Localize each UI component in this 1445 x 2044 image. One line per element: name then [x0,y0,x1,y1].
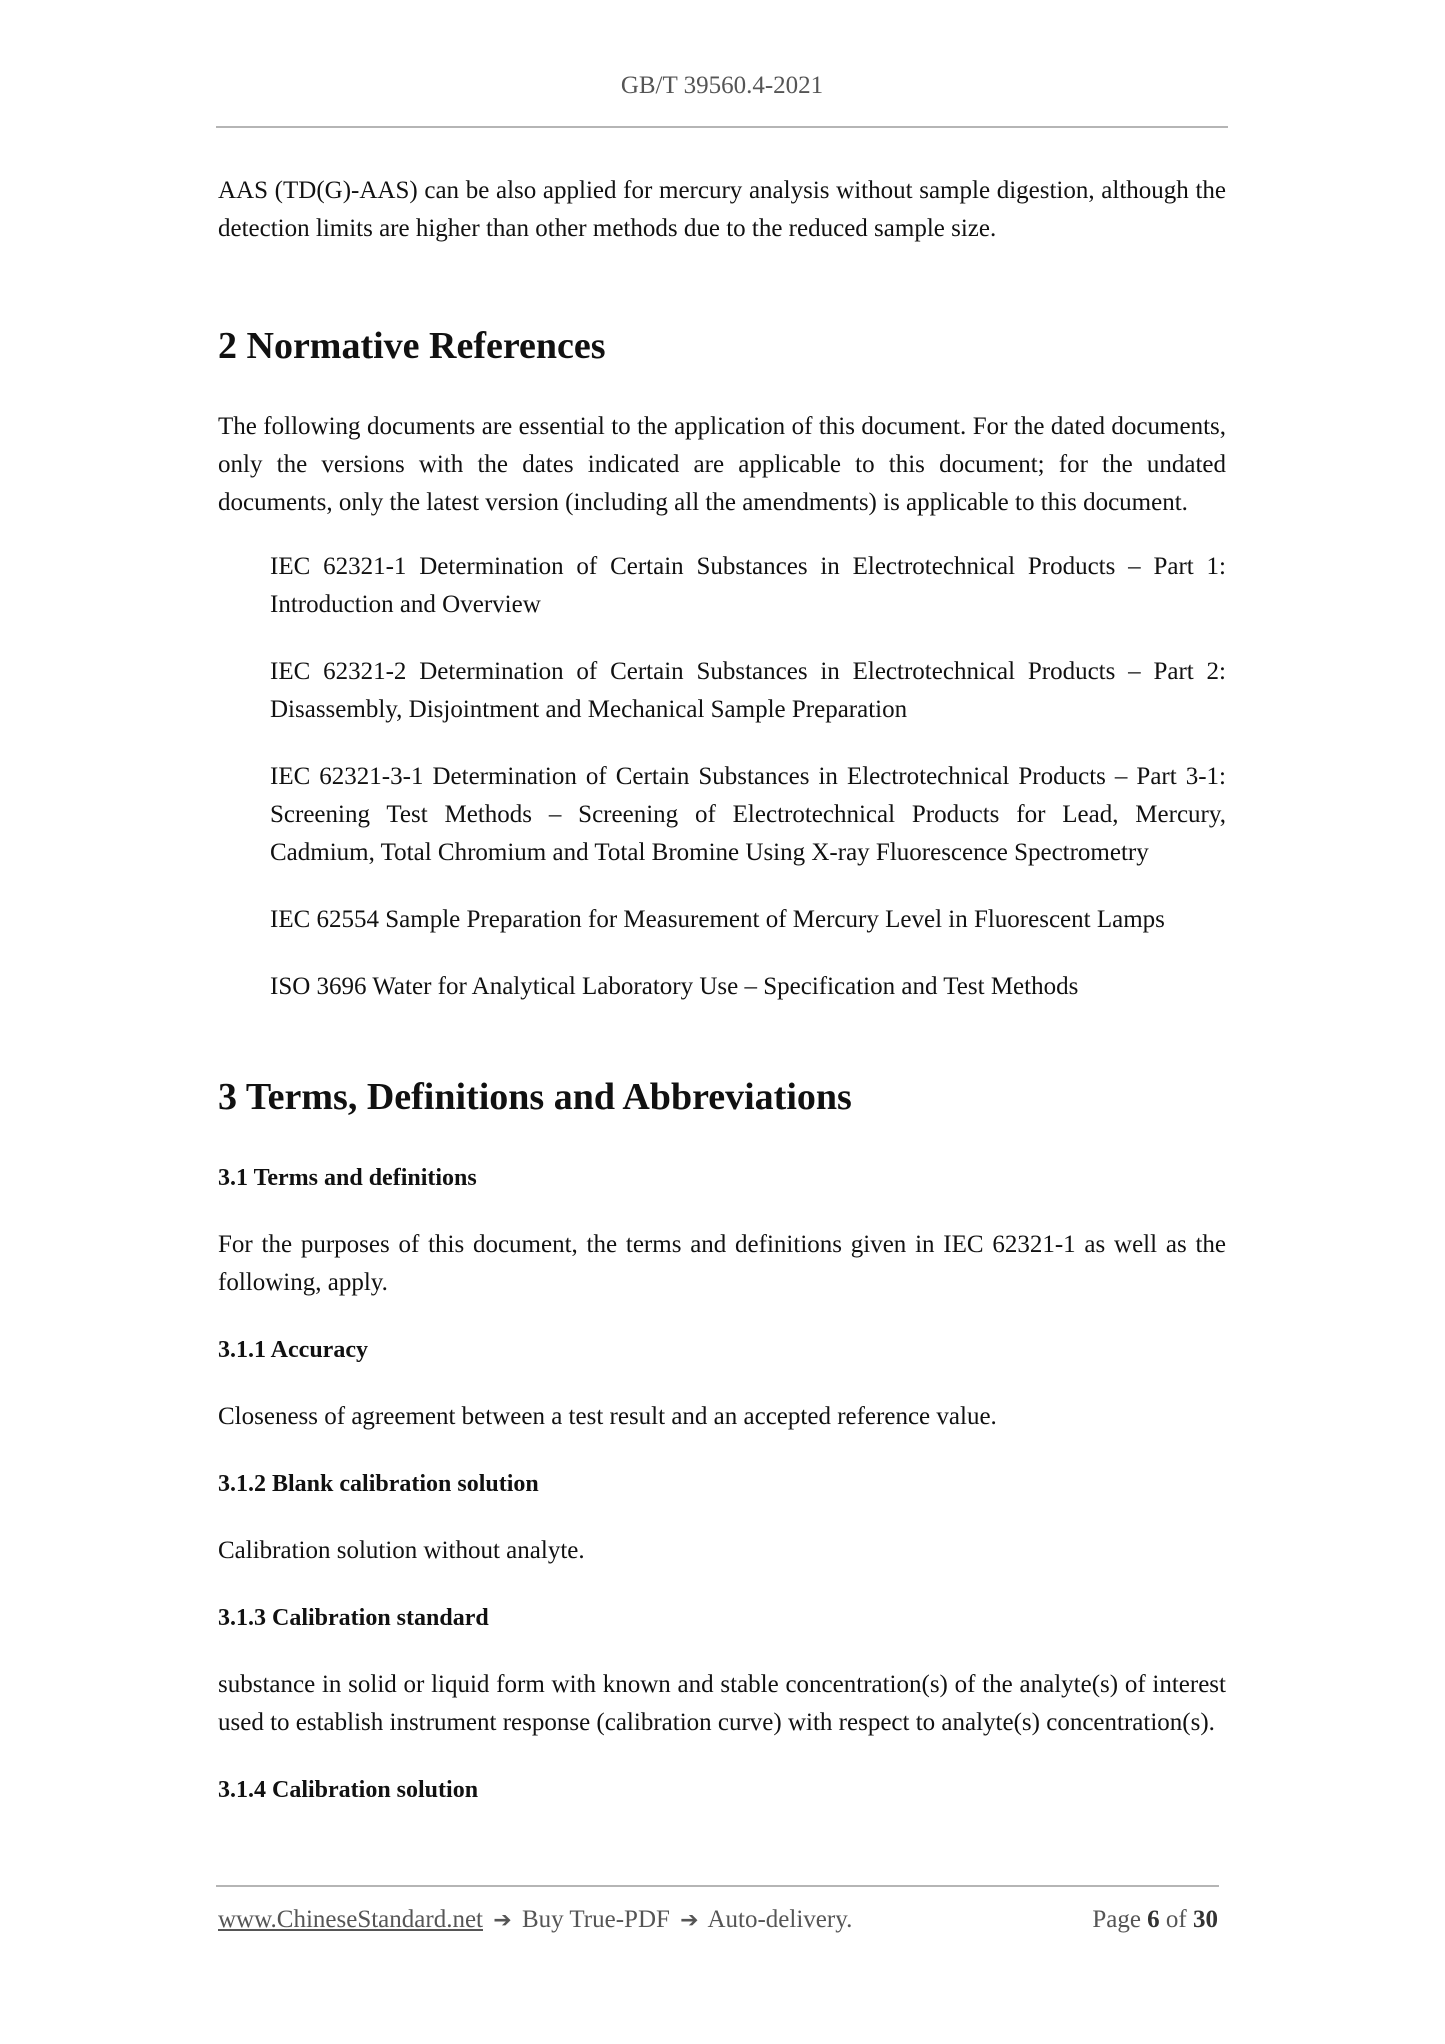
section-3-heading: 3 Terms, Definitions and Abbreviations [218,1076,852,1118]
reference-item: IEC 62321-1 Determination of Certain Substances in Electrotechnical Products – Part 1: Introduction and Overview [270,553,1226,618]
section-2-paragraph: The following documents are essential to the application of this document. For the dated documents, only the versions with the dates indicated are applicable to this document; for the undated documents, only the latest version (including all the amendments) is applicable to this document. [218,413,1226,516]
term-definition: substance in solid or liquid form with known and stable concentration(s) of the analyte(s) of interest used to establish instrument response (calibration curve) with respect to analyte(s) concentration(s). [218,1671,1226,1736]
term-heading: 3.1.3 Calibration standard [218,1605,489,1631]
page-number [1092,1906,1218,1934]
arrow-right-icon: ➔ [493,1908,512,1933]
footer-promo [218,1906,852,1934]
page-of-label: of [1165,1906,1187,1933]
term-heading: 3.1.2 Blank calibration solution [218,1471,539,1497]
footer-delivery-text: Auto-delivery. [707,1906,853,1933]
term-definition: Calibration solution without analyte. [218,1537,585,1564]
arrow-right-icon: ➔ [680,1908,699,1933]
term-heading: 3.1.1 Accuracy [218,1337,368,1363]
website-link[interactable]: www.ChineseStandard.net [218,1906,483,1933]
footer-buy-text: Buy True-PDF [521,1906,670,1933]
term-definition: Closeness of agreement between a test result and an accepted reference value. [218,1403,997,1430]
page-total: 30 [1193,1906,1218,1933]
term-heading: 3.1.4 Calibration solution [218,1777,479,1803]
page-footer [218,1906,1218,1942]
page-label: Page [1092,1906,1141,1933]
section-2-heading: 2 Normative References [218,325,606,367]
reference-item: IEC 62554 Sample Preparation for Measurement of Mercury Level in Fluorescent Lamps [270,906,1165,933]
page-content [218,172,1226,1807]
reference-list [218,548,1226,1006]
reference-item: IEC 62321-2 Determination of Certain Substances in Electrotechnical Products – Part 2: Disassembly, Disjointment and Mechanical Sample Preparation [270,658,1226,723]
footer-divider [216,1885,1219,1887]
header-divider [216,126,1228,128]
page-current: 6 [1147,1906,1160,1933]
subsection-3-1-heading: 3.1 Terms and definitions [218,1165,477,1191]
subsection-3-1-paragraph: For the purposes of this document, the terms and definitions given in IEC 62321-1 as well as the following, apply. [218,1231,1226,1296]
reference-item: ISO 3696 Water for Analytical Laboratory Use – Specification and Test Methods [270,973,1079,1000]
intro-paragraph: AAS (TD(G)-AAS) can be also applied for mercury analysis without sample digestion, although the detection limits are higher than other methods due to the reduced sample size. [218,177,1226,242]
reference-item: IEC 62321-3-1 Determination of Certain Substances in Electrotechnical Products – Part 3-1: Screening Test Methods – Screening of Electrotechnical Products for Lead, Mercury, Cadmium, Total Chromium and Total Bromine Using X-ray Fluorescence Spectrometry [270,763,1226,866]
page-header: GB/T 39560.4-2021 [620,72,824,99]
